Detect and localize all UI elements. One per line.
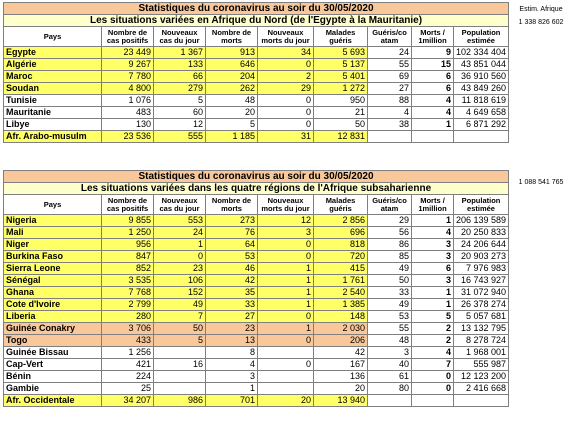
table-row	[4, 287, 509, 299]
value-cell: 5 057 681	[454, 311, 509, 323]
value-cell: 279	[154, 83, 206, 95]
value-cell: 13 132 795	[454, 323, 509, 335]
country-cell: Togo	[4, 335, 102, 347]
value-cell: 106	[154, 275, 206, 287]
value-cell: 4 800	[102, 83, 154, 95]
table-row	[4, 47, 509, 59]
value-cell: 950	[314, 95, 368, 107]
country-cell: Egypte	[4, 47, 102, 59]
value-cell: 9 855	[102, 215, 154, 227]
value-cell: 76	[206, 227, 258, 239]
value-cell: 553	[154, 215, 206, 227]
value-cell: 1	[258, 275, 314, 287]
value-cell: 16	[154, 359, 206, 371]
value-cell: 48	[368, 335, 412, 347]
column-header: Population estimée	[454, 27, 509, 47]
value-cell: 23 449	[102, 47, 154, 59]
value-cell: 4	[412, 95, 454, 107]
value-cell: 1	[258, 299, 314, 311]
value-cell: 61	[368, 371, 412, 383]
value-cell: 34 207	[102, 395, 154, 407]
country-cell: Soudan	[4, 83, 102, 95]
column-header: Malades guéris	[314, 27, 368, 47]
value-cell: 60	[154, 107, 206, 119]
value-cell	[258, 347, 314, 359]
value-cell: 555 987	[454, 359, 509, 371]
country-cell: Nigeria	[4, 215, 102, 227]
table-row	[4, 383, 509, 395]
value-cell: 24 206 644	[454, 239, 509, 251]
table-row	[4, 323, 509, 335]
value-cell: 24	[368, 47, 412, 59]
country-cell: Bénin	[4, 371, 102, 383]
value-cell	[454, 131, 509, 143]
table-row	[4, 83, 509, 95]
value-cell: 48	[206, 95, 258, 107]
column-header: Nouveaux morts du jour	[258, 195, 314, 215]
value-cell: 24	[154, 227, 206, 239]
value-cell: 102 334 404	[454, 47, 509, 59]
value-cell: 1 185	[206, 131, 258, 143]
value-cell: 85	[368, 251, 412, 263]
value-cell: 1	[412, 119, 454, 131]
table-row	[4, 347, 509, 359]
value-cell: 69	[368, 71, 412, 83]
value-cell: 421	[102, 359, 154, 371]
value-cell: 46	[206, 263, 258, 275]
value-cell: 701	[206, 395, 258, 407]
north-estimate-label: Estim. Afrique	[519, 6, 563, 13]
west-estimate-value: 1 088 541 765	[518, 179, 564, 186]
value-cell: 27	[368, 83, 412, 95]
value-cell: 0	[258, 359, 314, 371]
country-cell: Cote d'Ivoire	[4, 299, 102, 311]
column-header: Nombre de morts	[206, 27, 258, 47]
value-cell: 5 137	[314, 59, 368, 71]
country-cell: Afr. Occidentale	[4, 395, 102, 407]
value-cell: 7 768	[102, 287, 154, 299]
value-cell: 0	[258, 95, 314, 107]
value-cell: 913	[206, 47, 258, 59]
table-row	[4, 371, 509, 383]
value-cell: 20	[206, 107, 258, 119]
value-cell: 9	[412, 47, 454, 59]
value-cell: 204	[206, 71, 258, 83]
column-header: Pays	[4, 195, 102, 215]
value-cell: 956	[102, 239, 154, 251]
value-cell: 49	[368, 263, 412, 275]
table-title: Statistiques du coronavirus au soir du 30/05/2020	[4, 171, 509, 183]
value-cell	[412, 395, 454, 407]
table-row	[4, 251, 509, 263]
table-row	[4, 227, 509, 239]
value-cell: 16 743 927	[454, 275, 509, 287]
value-cell: 7	[154, 311, 206, 323]
value-cell: 42	[206, 275, 258, 287]
header-row	[4, 195, 509, 215]
value-cell: 1 968 001	[454, 347, 509, 359]
value-cell: 12 123 200	[454, 371, 509, 383]
value-cell: 33	[206, 299, 258, 311]
country-cell: Gambie	[4, 383, 102, 395]
value-cell: 2 030	[314, 323, 368, 335]
country-cell: Maroc	[4, 71, 102, 83]
value-cell: 2	[258, 71, 314, 83]
table-row	[4, 95, 509, 107]
value-cell: 5	[206, 119, 258, 131]
value-cell: 42	[314, 347, 368, 359]
country-cell: Liberia	[4, 311, 102, 323]
value-cell: 280	[102, 311, 154, 323]
value-cell: 23 536	[102, 131, 154, 143]
value-cell: 3	[412, 239, 454, 251]
table-row	[4, 311, 509, 323]
value-cell: 56	[368, 227, 412, 239]
value-cell: 86	[368, 239, 412, 251]
north-estimate-value: 1 338 826 602	[518, 19, 564, 26]
country-cell: Mauritanie	[4, 107, 102, 119]
value-cell	[368, 395, 412, 407]
value-cell: 55	[368, 59, 412, 71]
table-subtitle: Les situations variées en Afrique du Nord (de l'Egypte à la Mauritanie)	[4, 15, 509, 27]
value-cell: 6	[412, 263, 454, 275]
value-cell: 1 385	[314, 299, 368, 311]
value-cell: 1 250	[102, 227, 154, 239]
value-cell: 1	[412, 299, 454, 311]
country-cell: Ghana	[4, 287, 102, 299]
value-cell: 1	[258, 323, 314, 335]
value-cell: 3	[206, 371, 258, 383]
value-cell	[154, 371, 206, 383]
value-cell: 818	[314, 239, 368, 251]
value-cell: 2 856	[314, 215, 368, 227]
value-cell: 88	[368, 95, 412, 107]
value-cell: 40	[368, 359, 412, 371]
column-header: Nouveaux cas du jour	[154, 195, 206, 215]
value-cell: 64	[206, 239, 258, 251]
value-cell: 49	[368, 299, 412, 311]
table-row	[4, 107, 509, 119]
table-row	[4, 275, 509, 287]
value-cell: 986	[154, 395, 206, 407]
value-cell: 8 278 724	[454, 335, 509, 347]
value-cell: 3	[412, 275, 454, 287]
value-cell: 2	[412, 335, 454, 347]
value-cell: 273	[206, 215, 258, 227]
value-cell: 15	[412, 59, 454, 71]
column-header: Guéris/co atam	[368, 195, 412, 215]
value-cell: 2 416 668	[454, 383, 509, 395]
value-cell	[154, 383, 206, 395]
table-row	[4, 71, 509, 83]
value-cell: 43 851 044	[454, 59, 509, 71]
value-cell: 12	[154, 119, 206, 131]
value-cell: 0	[258, 335, 314, 347]
value-cell: 43 849 260	[454, 83, 509, 95]
value-cell: 0	[258, 239, 314, 251]
value-cell: 133	[154, 59, 206, 71]
value-cell: 27	[206, 311, 258, 323]
value-cell: 130	[102, 119, 154, 131]
value-cell: 20	[314, 383, 368, 395]
value-cell: 148	[314, 311, 368, 323]
value-cell: 53	[206, 251, 258, 263]
value-cell: 1 367	[154, 47, 206, 59]
column-header: Nombre de cas positifs	[102, 27, 154, 47]
value-cell: 31	[258, 131, 314, 143]
country-cell: Cap-Vert	[4, 359, 102, 371]
value-cell: 6	[412, 83, 454, 95]
table-row	[4, 299, 509, 311]
value-cell: 13	[206, 335, 258, 347]
value-cell: 3 535	[102, 275, 154, 287]
table-row	[4, 239, 509, 251]
value-cell: 38	[368, 119, 412, 131]
value-cell: 8	[206, 347, 258, 359]
value-cell: 23	[206, 323, 258, 335]
value-cell: 2 799	[102, 299, 154, 311]
value-cell: 136	[314, 371, 368, 383]
table-row	[4, 215, 509, 227]
column-header: Nouveaux morts du jour	[258, 27, 314, 47]
country-cell: Guinée Bissau	[4, 347, 102, 359]
country-cell: Niger	[4, 239, 102, 251]
value-cell: 2 540	[314, 287, 368, 299]
table-row	[4, 131, 509, 143]
value-cell: 50	[154, 323, 206, 335]
value-cell: 1	[258, 287, 314, 299]
column-header: Guéris/co atam	[368, 27, 412, 47]
value-cell: 34	[258, 47, 314, 59]
value-cell: 206 139 589	[454, 215, 509, 227]
value-cell: 3	[368, 347, 412, 359]
table-subtitle: Les situations variées dans les quatre régions de l'Afrique subsaharienne	[4, 183, 509, 195]
value-cell	[258, 371, 314, 383]
value-cell: 3 706	[102, 323, 154, 335]
value-cell: 0	[258, 251, 314, 263]
value-cell: 5	[154, 335, 206, 347]
value-cell: 262	[206, 83, 258, 95]
header-row	[4, 27, 509, 47]
value-cell: 2	[412, 323, 454, 335]
value-cell: 1	[258, 263, 314, 275]
north-africa-table	[3, 2, 509, 143]
value-cell: 1 256	[102, 347, 154, 359]
value-cell: 0	[412, 371, 454, 383]
value-cell: 6 871 292	[454, 119, 509, 131]
value-cell	[412, 131, 454, 143]
value-cell: 852	[102, 263, 154, 275]
value-cell: 167	[314, 359, 368, 371]
value-cell: 20 250 833	[454, 227, 509, 239]
column-header: Nouveaux cas du jour	[154, 27, 206, 47]
value-cell	[454, 395, 509, 407]
value-cell: 0	[258, 119, 314, 131]
country-cell: Sierra Leone	[4, 263, 102, 275]
value-cell: 3	[258, 227, 314, 239]
country-cell: Afr. Arabo-musulm	[4, 131, 102, 143]
table-row	[4, 59, 509, 71]
value-cell: 152	[154, 287, 206, 299]
country-cell: Tunisie	[4, 95, 102, 107]
value-cell: 4	[412, 107, 454, 119]
value-cell: 13 940	[314, 395, 368, 407]
country-cell: Algérie	[4, 59, 102, 71]
value-cell: 12	[258, 215, 314, 227]
value-cell: 1	[206, 383, 258, 395]
country-cell: Sénégal	[4, 275, 102, 287]
value-cell: 49	[154, 299, 206, 311]
country-cell: Guinée Conakry	[4, 323, 102, 335]
value-cell: 29	[258, 83, 314, 95]
value-cell: 433	[102, 335, 154, 347]
table-row	[4, 335, 509, 347]
column-header: Pays	[4, 27, 102, 47]
value-cell: 5	[154, 95, 206, 107]
value-cell: 31 072 940	[454, 287, 509, 299]
table-row	[4, 119, 509, 131]
value-cell: 4	[412, 347, 454, 359]
value-cell: 50	[368, 275, 412, 287]
table-title: Statistiques du coronavirus au soir du 30/05/2020	[4, 3, 509, 15]
value-cell: 36 910 560	[454, 71, 509, 83]
west-africa-table	[3, 170, 509, 407]
value-cell	[154, 347, 206, 359]
column-header: Morts / 1million	[412, 195, 454, 215]
value-cell: 847	[102, 251, 154, 263]
value-cell: 4 649 658	[454, 107, 509, 119]
country-cell: Mali	[4, 227, 102, 239]
value-cell: 55	[368, 323, 412, 335]
value-cell: 415	[314, 263, 368, 275]
value-cell: 0	[412, 383, 454, 395]
value-cell: 206	[314, 335, 368, 347]
value-cell: 9 267	[102, 59, 154, 71]
value-cell: 555	[154, 131, 206, 143]
value-cell: 7 976 983	[454, 263, 509, 275]
value-cell: 29	[368, 215, 412, 227]
value-cell: 4	[206, 359, 258, 371]
value-cell: 80	[368, 383, 412, 395]
value-cell: 5	[412, 311, 454, 323]
column-header: Nombre de cas positifs	[102, 195, 154, 215]
value-cell: 1 761	[314, 275, 368, 287]
value-cell: 224	[102, 371, 154, 383]
value-cell: 5 401	[314, 71, 368, 83]
value-cell: 20	[258, 395, 314, 407]
value-cell: 6	[412, 71, 454, 83]
value-cell: 0	[258, 59, 314, 71]
value-cell: 7 780	[102, 71, 154, 83]
value-cell: 12 831	[314, 131, 368, 143]
value-cell: 1	[412, 287, 454, 299]
value-cell: 5 693	[314, 47, 368, 59]
value-cell: 21	[314, 107, 368, 119]
value-cell: 53	[368, 311, 412, 323]
country-cell: Libye	[4, 119, 102, 131]
value-cell: 646	[206, 59, 258, 71]
table-row	[4, 359, 509, 371]
value-cell	[368, 131, 412, 143]
value-cell: 483	[102, 107, 154, 119]
column-header: Morts / 1million	[412, 27, 454, 47]
value-cell: 1	[412, 215, 454, 227]
value-cell: 50	[314, 119, 368, 131]
value-cell: 720	[314, 251, 368, 263]
value-cell: 25	[102, 383, 154, 395]
value-cell	[258, 383, 314, 395]
table-row	[4, 395, 509, 407]
value-cell: 0	[258, 311, 314, 323]
value-cell: 33	[368, 287, 412, 299]
value-cell: 11 818 619	[454, 95, 509, 107]
column-header: Malades guéris	[314, 195, 368, 215]
value-cell: 35	[206, 287, 258, 299]
table-row	[4, 263, 509, 275]
value-cell: 7	[412, 359, 454, 371]
value-cell: 66	[154, 71, 206, 83]
column-header: Population estimée	[454, 195, 509, 215]
value-cell: 0	[154, 251, 206, 263]
value-cell: 4	[412, 227, 454, 239]
value-cell: 20 903 273	[454, 251, 509, 263]
value-cell: 1	[154, 239, 206, 251]
column-header: Nombre de morts	[206, 195, 258, 215]
value-cell: 26 378 274	[454, 299, 509, 311]
value-cell: 23	[154, 263, 206, 275]
value-cell: 696	[314, 227, 368, 239]
value-cell: 1 076	[102, 95, 154, 107]
value-cell: 0	[258, 107, 314, 119]
value-cell: 3	[412, 251, 454, 263]
value-cell: 4	[368, 107, 412, 119]
value-cell: 1 272	[314, 83, 368, 95]
country-cell: Burkina Faso	[4, 251, 102, 263]
